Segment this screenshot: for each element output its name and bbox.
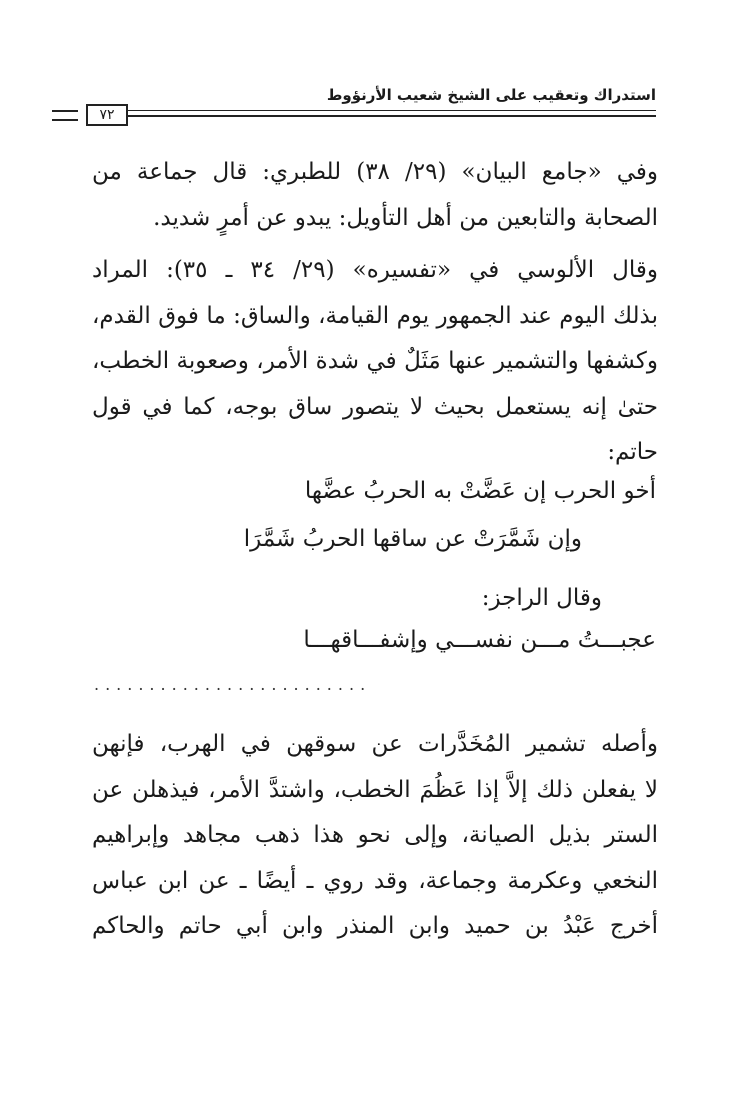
running-title: استدراك وتعقيب على الشيخ شعيب الأرنؤوط (326, 86, 656, 104)
paragraph-line: وفي «جامع البيان» (٢٩/ ٣٨) للطبري: قال جماعة من (92, 159, 658, 185)
paragraph-line: الصحابة والتابعين من أهل التأويل: يبدو عن أمرٍ شديد. (153, 204, 658, 231)
omission-dots: ......................... (94, 675, 372, 694)
paragraph-line: وأصله تشمير المُخَدَّرات عن سوقهن في الهرب، فإنهن (92, 731, 658, 757)
rajiz-intro: وقال الراجز: (481, 585, 602, 611)
page-header (86, 86, 656, 126)
paragraph-line: النخعي وعكرمة وجماعة، وقد روي ـ أيضًا ـ عن ابن عباس (92, 867, 658, 894)
paragraph-line: وكشفها والتشمير عنها مَثَلٌ في شدة الأمر، وصعوبة الخطب، (92, 348, 658, 374)
paragraph-tabari (92, 150, 658, 241)
page-number: ٧٢ (86, 104, 128, 126)
paragraph-origin (92, 722, 658, 950)
verse-second-hemistich: وإن شَمَّرَتْ عن ساقها الحربُ شَمَّرَا (243, 526, 582, 552)
paragraph-line: بذلك اليوم عند الجمهور يوم القيامة، والساق: ما فوق القدم، (92, 302, 658, 329)
paragraph-alusi (92, 248, 658, 476)
paragraph-line: حاتم: (607, 439, 658, 465)
header-rule-thin (86, 110, 656, 111)
page-number-ornament (52, 110, 78, 121)
paragraph-line: الستر بذيل الصيانة، وإلى نحو هذا ذهب مجاهد وإبراهيم (92, 822, 658, 848)
paragraph-line: أخرج عَبْدُ بن حميد وابن المنذر وابن أبي حاتم والحاكم (92, 913, 658, 939)
paragraph-line: لا يفعلن ذلك إلاَّ إذا عَظُمَ الخطب، واشتدَّ الأمر، فيذهلن عن (92, 776, 658, 803)
rajiz-verse: عجبـــتُ مـــن نفســـي وإشفـــاقهـــا (303, 627, 656, 653)
verse-first-hemistich: أخو الحرب إن عَضَّتْ به الحربُ عضَّها (304, 478, 656, 504)
paragraph-line: حتىٰ إنه يستعمل بحيث لا يتصور ساق بوجه، كما في قول (92, 393, 658, 420)
header-rule-thick (86, 115, 656, 117)
paragraph-line: وقال الألوسي في «تفسيره» (٢٩/ ٣٤ ـ ٣٥): المراد (92, 257, 658, 283)
